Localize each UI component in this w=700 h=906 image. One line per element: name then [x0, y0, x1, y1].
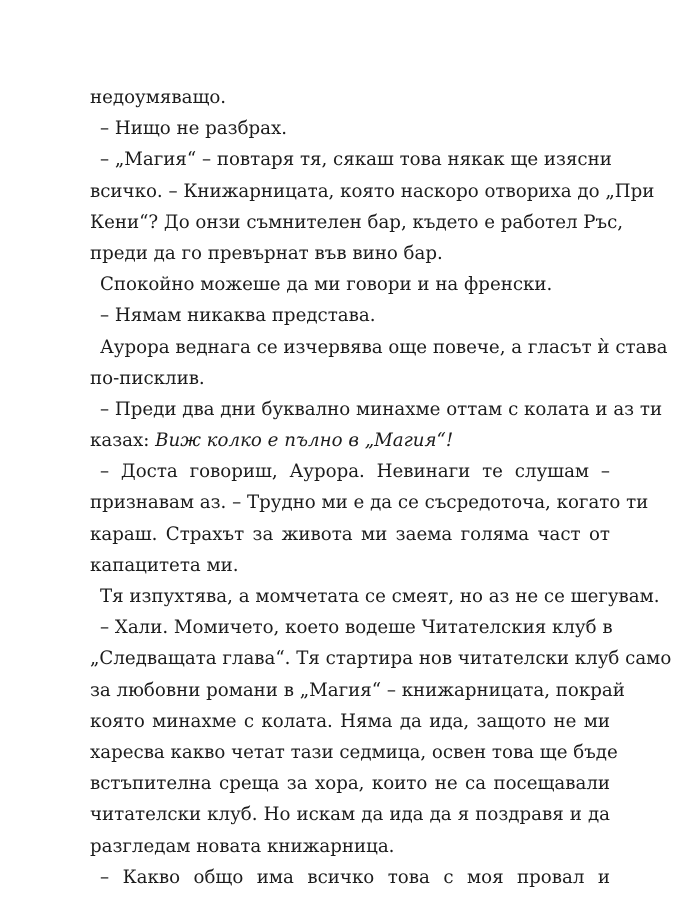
text-line: встъпителна среща за хора, които не са посещавали	[90, 773, 610, 795]
text-line: читателски клуб. Но искам да ида да я поздравя и да	[90, 804, 610, 826]
text-line: – Нямам никаква представа.	[100, 305, 376, 327]
text-line: „Следващата глава“. Тя стартира нов читателски клуб само	[90, 648, 672, 670]
text-line: всичко. – Книжарницата, която наскоро отвориха до „При	[90, 180, 655, 202]
text-line: Тя изпухтява, а момчетата се смеят, но аз не се шегувам.	[100, 586, 660, 607]
text-line: – Какво общо има всичко това с моя провал и	[100, 866, 610, 888]
text-line: – Хали. Момичето, което водеше Читателския клуб в	[100, 617, 613, 639]
text-line: – Нищо не разбрах.	[100, 118, 288, 140]
text-line: разгледам новата книжарница.	[90, 835, 395, 857]
text-line-start: казах:	[90, 430, 156, 452]
body-text	[90, 82, 672, 893]
text-line: преди да го превърнат във вино бар.	[90, 242, 443, 264]
text-line: Аурора веднага се изчервява още повече, а гласът ѝ става	[100, 336, 668, 358]
text-line: – „Магия“ – повтаря тя, сякаш това някак ще изясни	[100, 149, 612, 171]
text-line: капацитета ми.	[90, 554, 239, 576]
text-line: за любовни романи в „Магия“ – книжарницата, покрай	[90, 679, 625, 701]
text-line: – Преди два дни буквално минахме оттам с колата и аз ти	[100, 398, 663, 420]
text-line: която минахме с колата. Няма да ида, защото не ми	[90, 710, 610, 732]
text-line	[90, 425, 610, 456]
text-line: харесва какво четат тази седмица, освен това ще бъде	[90, 741, 618, 763]
text-line: Спокойно можеше да ми говори и на френски.	[100, 274, 553, 296]
text-line: караш. Страхът за живота ми заема голяма част от	[90, 523, 610, 545]
text-line: – Доста говориш, Аурора. Невинаги те слушам –	[100, 461, 610, 483]
text-line: по-писклив.	[90, 367, 205, 389]
text-line: признавам аз. – Трудно ми е да се съсредоточа, когато ти	[90, 492, 649, 514]
italic-quote: Виж колко е пълно в „Магия“!	[155, 430, 454, 452]
text-line: Кени“? До онзи съмнителен бар, където е работел Ръс,	[90, 211, 624, 233]
text-line: недоумяващо.	[90, 87, 227, 108]
